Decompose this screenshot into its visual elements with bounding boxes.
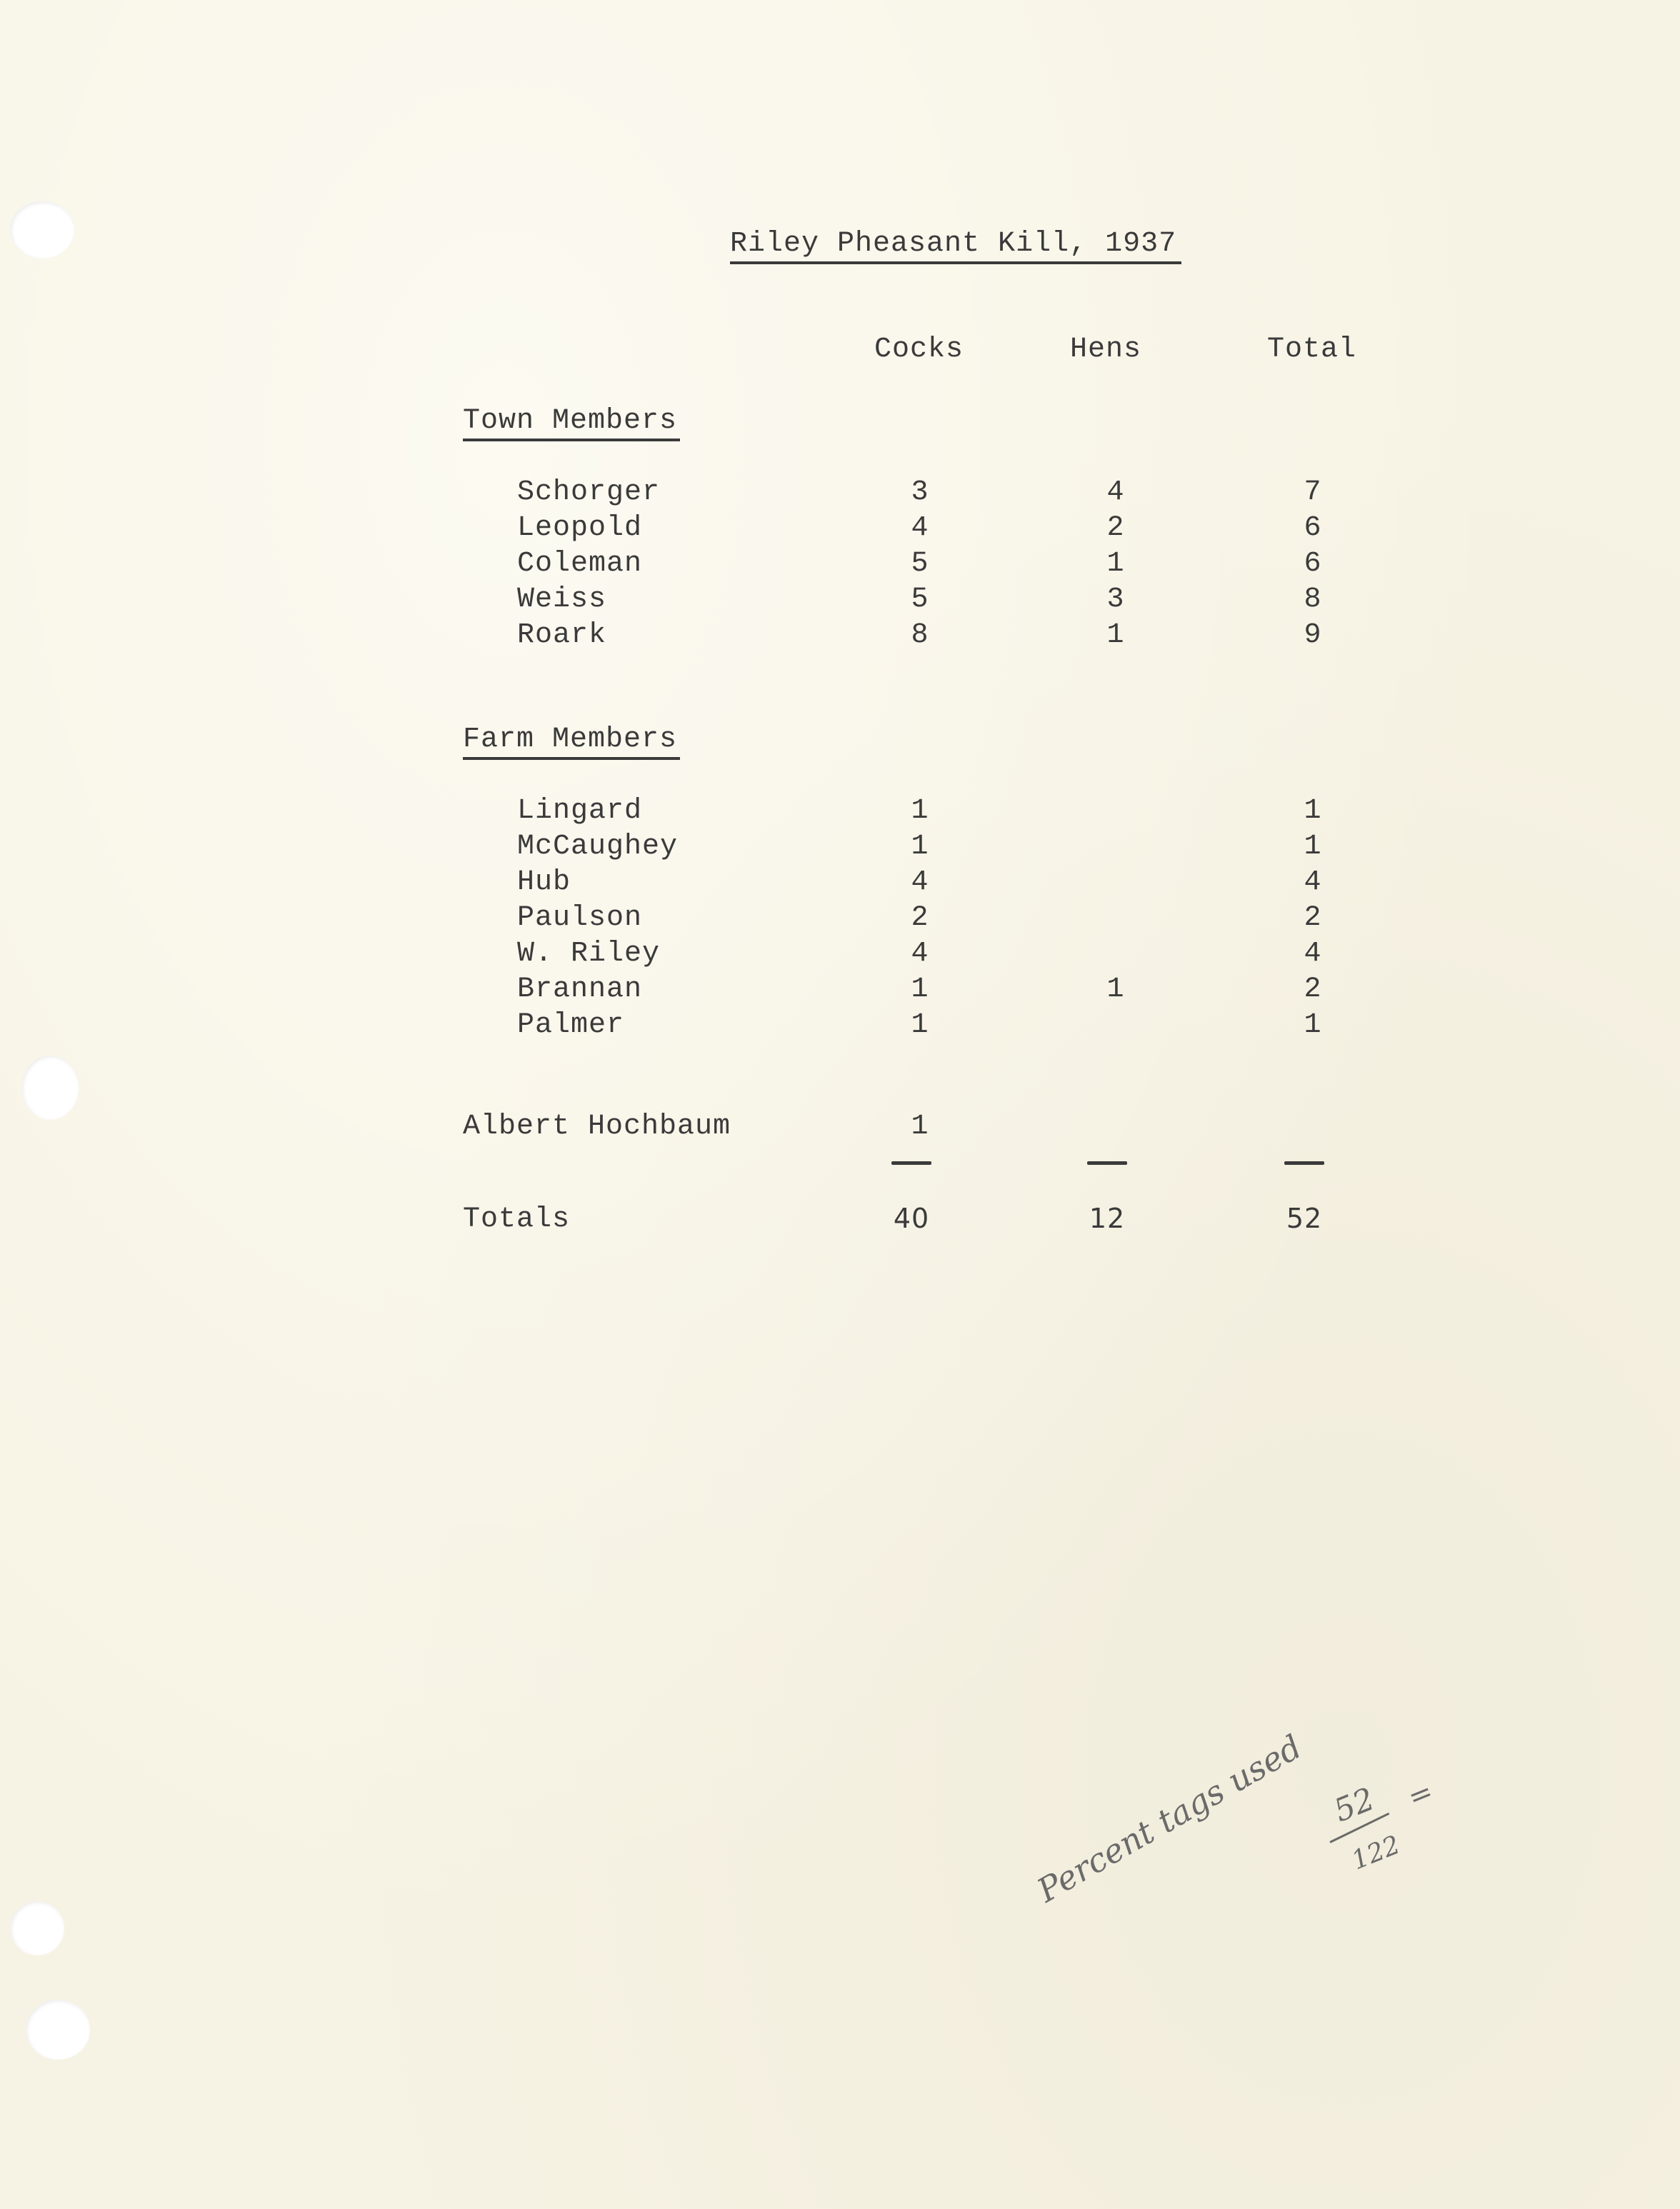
- section-underline-farm: [463, 757, 680, 760]
- town-member-name-cell: Schorger: [517, 476, 661, 509]
- town-member-total-cell: 6: [1304, 512, 1322, 544]
- section-heading-farm-members: Farm Members: [463, 723, 678, 756]
- section-underline-town: [463, 439, 680, 441]
- totals-label: Totals: [463, 1203, 571, 1236]
- sum-line-total: [1284, 1161, 1324, 1165]
- farm-member-cocks-cell: 1: [911, 795, 929, 827]
- totals-hens: 12: [1089, 1203, 1126, 1234]
- town-member-name-cell: Leopold: [517, 512, 643, 544]
- binder-hole-top: [10, 201, 74, 259]
- farm-member-total-cell: 1: [1304, 795, 1322, 827]
- farm-member-name-cell: McCaughey: [517, 831, 679, 863]
- farm-member-cocks-cell: 1: [911, 831, 929, 863]
- binder-hole-lower: [10, 1901, 64, 1955]
- handwritten-fraction-numerator: 52: [1329, 1780, 1380, 1830]
- other-member-cocks: 1: [911, 1111, 929, 1143]
- other-member-name: Albert Hochbaum: [463, 1111, 731, 1143]
- town-member-hens-cell: 4: [1106, 476, 1125, 509]
- farm-member-total-cell: 1: [1304, 831, 1322, 863]
- totals-cocks: 40: [893, 1203, 930, 1234]
- town-member-hens-cell: 2: [1106, 512, 1125, 544]
- town-member-cocks-cell: 8: [911, 619, 929, 651]
- town-member-hens-cell: 3: [1106, 583, 1125, 616]
- town-member-total-cell: 6: [1304, 548, 1322, 580]
- farm-member-hens-cell: 1: [1106, 973, 1125, 1006]
- binder-hole-middle: [21, 1056, 79, 1120]
- farm-member-cocks-cell: 1: [911, 973, 929, 1006]
- town-member-total-cell: 7: [1304, 476, 1322, 509]
- farm-member-name-cell: Palmer: [517, 1009, 625, 1041]
- handwritten-fraction-denominator: 122: [1347, 1830, 1404, 1876]
- sum-line-hens: [1087, 1161, 1127, 1165]
- farm-member-cocks-cell: 4: [911, 866, 929, 898]
- binder-hole-bottom: [26, 2000, 90, 2060]
- farm-member-total-cell: 1: [1304, 1009, 1322, 1041]
- column-header-cocks: Cocks: [874, 334, 964, 366]
- town-member-cocks-cell: 5: [911, 548, 929, 580]
- town-member-name-cell: Weiss: [517, 583, 607, 616]
- town-member-cocks-cell: 3: [911, 476, 929, 509]
- farm-member-name-cell: Lingard: [517, 795, 643, 827]
- farm-member-cocks-cell: 2: [911, 902, 929, 934]
- town-member-cocks-cell: 5: [911, 583, 929, 616]
- farm-member-total-cell: 2: [1304, 902, 1322, 934]
- farm-member-total-cell: 4: [1304, 866, 1322, 898]
- section-heading-town-members: Town Members: [463, 405, 678, 437]
- handwritten-equals-sign: =: [1403, 1775, 1438, 1815]
- title-underline: [730, 261, 1181, 264]
- column-header-total: Total: [1267, 334, 1357, 366]
- farm-member-name-cell: Paulson: [517, 902, 643, 934]
- farm-member-cocks-cell: 4: [911, 938, 929, 970]
- farm-member-total-cell: 4: [1304, 938, 1322, 970]
- town-member-total-cell: 9: [1304, 619, 1322, 651]
- handwritten-note: [1031, 1728, 1308, 1910]
- town-member-name-cell: Coleman: [517, 548, 643, 580]
- handwritten-note-text: Percent tags used: [1031, 1727, 1309, 1910]
- farm-member-cocks-cell: 1: [911, 1009, 929, 1041]
- town-member-cocks-cell: 4: [911, 512, 929, 544]
- page-title: Riley Pheasant Kill, 1937: [730, 228, 1177, 260]
- town-member-hens-cell: 1: [1106, 619, 1125, 651]
- sum-line-cocks: [891, 1161, 931, 1165]
- farm-member-name-cell: Hub: [517, 866, 571, 898]
- totals-total: 52: [1286, 1203, 1323, 1234]
- town-member-hens-cell: 1: [1106, 548, 1125, 580]
- farm-member-name-cell: W. Riley: [517, 938, 661, 970]
- column-header-hens: Hens: [1070, 334, 1142, 366]
- town-member-name-cell: Roark: [517, 619, 607, 651]
- farm-member-total-cell: 2: [1304, 973, 1322, 1006]
- farm-member-name-cell: Brannan: [517, 973, 643, 1006]
- town-member-total-cell: 8: [1304, 583, 1322, 616]
